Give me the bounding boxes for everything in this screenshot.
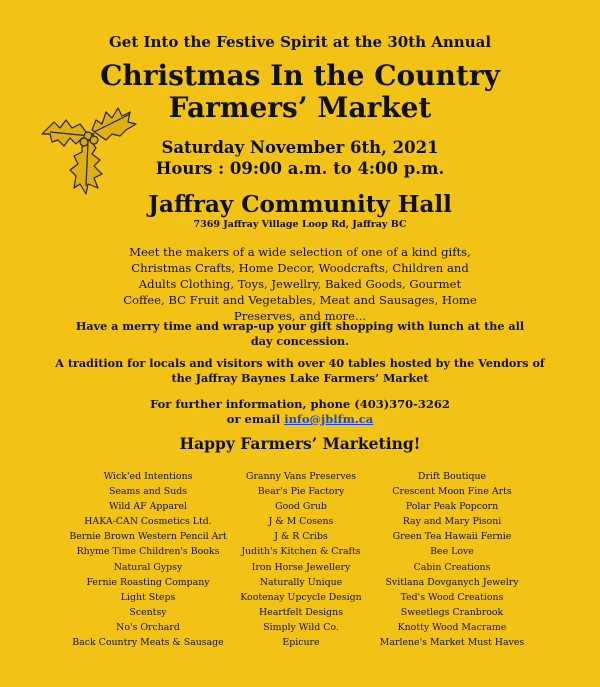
description-paragraph: Meet the makers of a wide selection of one of a kind gifts, Christmas Crafts, Home Decor, Woodcrafts, Children and Adults Clothing, Toys, Jewellry, Baked Goods, Gourmet Coffee, BC Fruit and Vegetables, Meat and Sausages, Home Preserves, and more... bbox=[123, 245, 477, 323]
vendor-list-item: Svitlana Dovganych Jewelry bbox=[385, 576, 519, 588]
vendor-list-item: J & M Cosens bbox=[268, 516, 334, 528]
vendor-list-item: Scentsy bbox=[129, 606, 167, 618]
vendor-list-item: Green Tea Hawaii Fernie bbox=[392, 531, 512, 543]
vendor-list-item: Polar Peak Popcorn bbox=[405, 501, 499, 513]
event-date: Saturday November 6th, 2021 bbox=[161, 138, 439, 157]
vendor-list-item: Kootenay Upcycle Design bbox=[240, 591, 362, 603]
title-line-2: Farmers’ Market bbox=[168, 91, 432, 124]
lunch-paragraph: Have a merry time and wrap-up your gift shopping with lunch at the all day concession. bbox=[75, 319, 525, 348]
vendor-list-item: J & R Cribs bbox=[274, 531, 328, 543]
vendor-list-item: Judith's Kitchen & Crafts bbox=[241, 546, 361, 558]
email-line bbox=[0, 412, 600, 427]
vendor-list-item: Iron Horse Jewellery bbox=[251, 561, 351, 573]
vendor-list-item: Back Country Meats & Sausage bbox=[72, 637, 224, 649]
vendor-list-item: Bernie Brown Western Pencil Art bbox=[69, 531, 227, 543]
vendor-list-item: Simply Wild Co. bbox=[263, 621, 339, 633]
vendor-list-item: Crescent Moon Fine Arts bbox=[392, 486, 512, 498]
vendor-column-3 bbox=[357, 469, 547, 650]
contact-info bbox=[0, 397, 600, 427]
venue-name: Jaffray Community Hall bbox=[148, 191, 452, 218]
email-prefix: or email bbox=[226, 412, 285, 426]
vendor-list-item: Seams and Suds bbox=[108, 486, 188, 498]
title-line-1: Christmas In the Country bbox=[100, 59, 500, 92]
page-title bbox=[0, 60, 600, 124]
vendor-list-item: Bee Love bbox=[430, 546, 474, 558]
vendor-list-item: HAKA-CAN Cosmetics Ltd. bbox=[84, 516, 212, 528]
vendor-list-item: Granny Vans Preserves bbox=[245, 471, 357, 482]
closing-heading: Happy Farmers’ Marketing! bbox=[179, 434, 421, 453]
event-details bbox=[0, 137, 600, 179]
email-link[interactable]: info@jblfm.ca bbox=[284, 412, 374, 426]
vendor-list-item: Knotty Wood Macrame bbox=[397, 621, 507, 633]
vendor-list-item: Light Steps bbox=[120, 591, 176, 603]
vendor-list-item: Wick'ed Intentions bbox=[103, 471, 193, 482]
vendor-list-item: Epicure bbox=[282, 637, 320, 649]
vendor-list-item: Sweetlegs Cranbrook bbox=[400, 606, 504, 618]
vendor-list-item: Rhyme Time Children's Books bbox=[76, 546, 220, 558]
vendor-list-item: No's Orchard bbox=[116, 621, 180, 633]
vendor-list-item: Good Grub bbox=[275, 501, 327, 513]
vendor-list-item: Bear's Pie Factory bbox=[257, 486, 345, 498]
vendor-list-item: Drift Boutique bbox=[417, 471, 487, 482]
vendor-list-item: Ray and Mary Pisoni bbox=[402, 516, 502, 528]
vendor-list-item: Marlene's Market Must Haves bbox=[379, 637, 525, 649]
event-hours: Hours : 09:00 a.m. to 4:00 p.m. bbox=[155, 159, 445, 178]
tradition-paragraph: A tradition for locals and visitors with over 40 tables hosted by the Vendors of the Jaffray Baynes Lake Farmers’ Market bbox=[55, 356, 545, 385]
phone-line: For further information, phone (403)370-3262 bbox=[150, 397, 450, 411]
vendor-list-item: Fernie Roasting Company bbox=[86, 576, 210, 588]
venue-address: 7369 Jaffray Village Loop Rd, Jaffray BC bbox=[193, 219, 407, 230]
vendor-list-item: Wild AF Apparel bbox=[108, 501, 188, 513]
vendor-list-item: Natural Gypsy bbox=[113, 561, 183, 573]
vendor-list-item: Heartfelt Designs bbox=[258, 606, 344, 618]
vendor-list-item: Cabin Creations bbox=[413, 561, 491, 573]
tagline: Get Into the Festive Spirit at the 30th Annual bbox=[108, 33, 492, 51]
vendor-list-item: Naturally Unique bbox=[259, 576, 343, 588]
vendor-list-item: Ted's Wood Creations bbox=[400, 591, 504, 603]
